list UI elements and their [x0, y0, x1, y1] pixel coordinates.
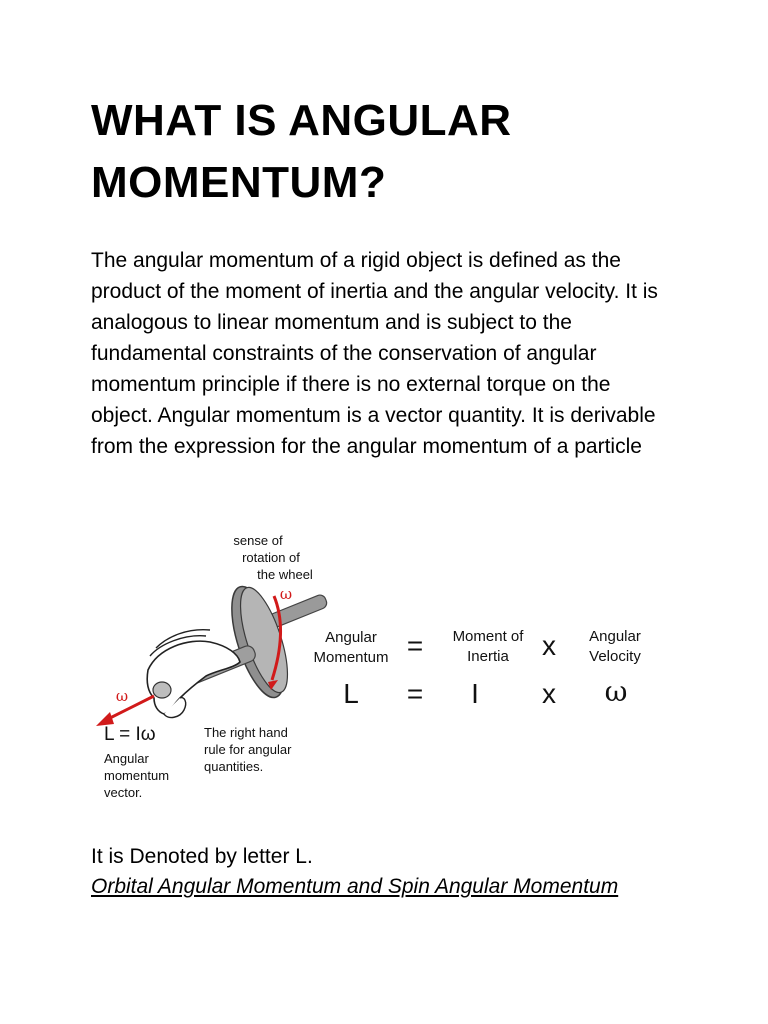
eq-velocity-1: Angular	[589, 628, 641, 645]
vector-label-2: momentum	[104, 768, 170, 783]
formula-label: L = Iω	[104, 724, 156, 745]
orbital-spin-link[interactable]: Orbital Angular Momentum and Spin Angular Momentum	[91, 875, 619, 898]
sense-label-3: the wheel	[257, 567, 313, 582]
vector-label-1: Angular	[104, 751, 149, 766]
hand-shape	[147, 641, 240, 714]
vector-omega-label: ω	[115, 687, 129, 705]
angular-momentum-figure	[88, 530, 668, 810]
eq-velocity-2: Velocity	[589, 648, 641, 665]
eq-moment-1: Moment of	[452, 628, 524, 645]
eq-angular-momentum-2: Momentum	[313, 649, 389, 666]
rule-label-1: The right hand	[204, 725, 288, 740]
denoted-text: It is Denoted by letter L.	[91, 845, 313, 868]
page-title: WHAT IS ANGULAR MOMENTUM?	[91, 96, 512, 207]
eq-angular-momentum-1: Angular	[325, 629, 377, 646]
eq-moment-2: Inertia	[467, 648, 509, 665]
sym-omega: ω	[604, 675, 628, 708]
sense-label-1: sense of	[233, 533, 283, 548]
intro-paragraph: The angular momentum of a rigid object is defined as the product of the moment of inertia and the angular velocity. It is analogous to linear momentum and is subject to the fundamental constraints of the conservation of angular momentum principle if there is no external torque on the object. Angular momentum is a vector quantity. It is derivable from the expression for the angular momentum of a particle	[91, 249, 658, 458]
rule-label-3: quantities.	[204, 759, 264, 774]
sense-label-2: rotation of	[242, 550, 300, 565]
wheel-omega-label: ω	[279, 585, 293, 603]
wheel-hand-illustration	[88, 530, 668, 810]
eq-times: x	[542, 630, 556, 661]
sym-L: L	[343, 678, 359, 709]
eq-equals: =	[406, 630, 424, 661]
axle-end	[153, 682, 171, 698]
sym-equals: =	[406, 678, 424, 709]
sym-times: x	[542, 678, 556, 709]
vector-label-3: vector.	[104, 785, 143, 800]
rule-label-2: rule for angular	[204, 742, 292, 757]
sym-I: I	[471, 678, 479, 709]
